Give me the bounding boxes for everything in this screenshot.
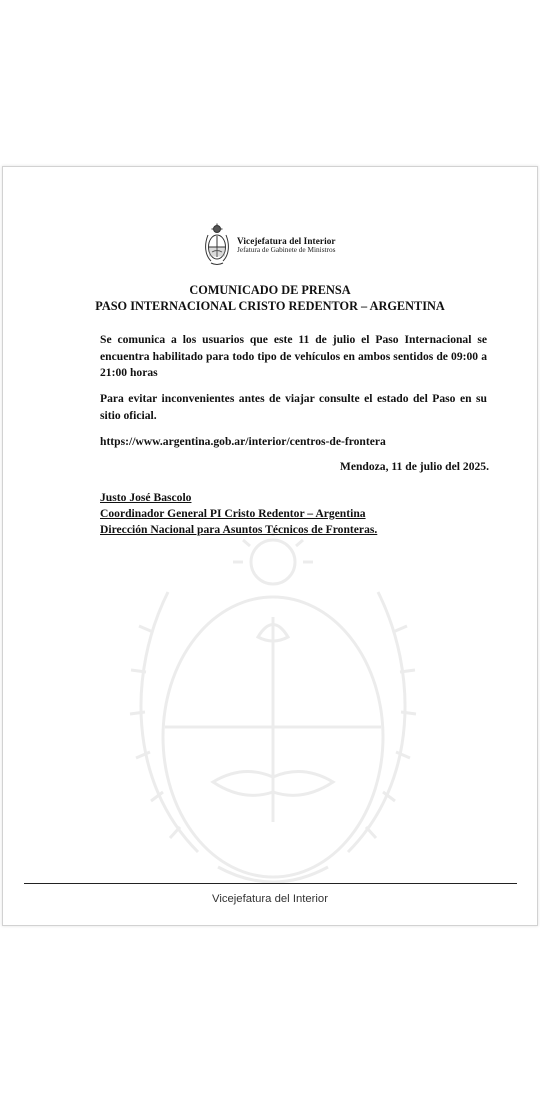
date-line: Mendoza, 11 de julio del 2025. — [339, 460, 489, 473]
signer-department: Dirección Nacional para Asuntos Técnicos de Fronteras. — [100, 523, 378, 536]
coat-of-arms-icon — [203, 223, 231, 267]
coat-of-arms-watermark-icon — [108, 522, 438, 912]
advice-paragraph: Para evitar inconvenientes antes de viajar consulte el estado del Paso en su sitio oficial. — [100, 392, 487, 422]
footer-divider — [24, 883, 517, 884]
announcement-paragraph: Se comunica a los usuarios que este 11 de julio el Paso Internacional se encuentra habilitado para todo tipo de vehículos en ambos sentidos de 09:00 a 21:00 horas — [100, 333, 487, 379]
press-heading: COMUNICADO DE PRENSA — [189, 283, 351, 297]
footer-text: Vicejefatura del Interior — [212, 893, 328, 905]
org-subtitle: Jefatura de Gabinete de Ministros — [237, 245, 336, 255]
official-site-link[interactable]: https://www.argentina.gob.ar/interior/centros-de-frontera — [100, 435, 386, 448]
signer-role: Coordinador General PI Cristo Redentor – Argentina — [100, 507, 366, 520]
signer-name: Justo José Bascolo — [100, 491, 192, 504]
header-texts — [237, 236, 336, 254]
org-title: Vicejefatura del Interior — [237, 235, 336, 246]
document-page — [2, 166, 538, 926]
header-logo — [203, 223, 336, 267]
press-subheading: PASO INTERNACIONAL CRISTO REDENTOR – ARGENTINA — [95, 299, 445, 313]
